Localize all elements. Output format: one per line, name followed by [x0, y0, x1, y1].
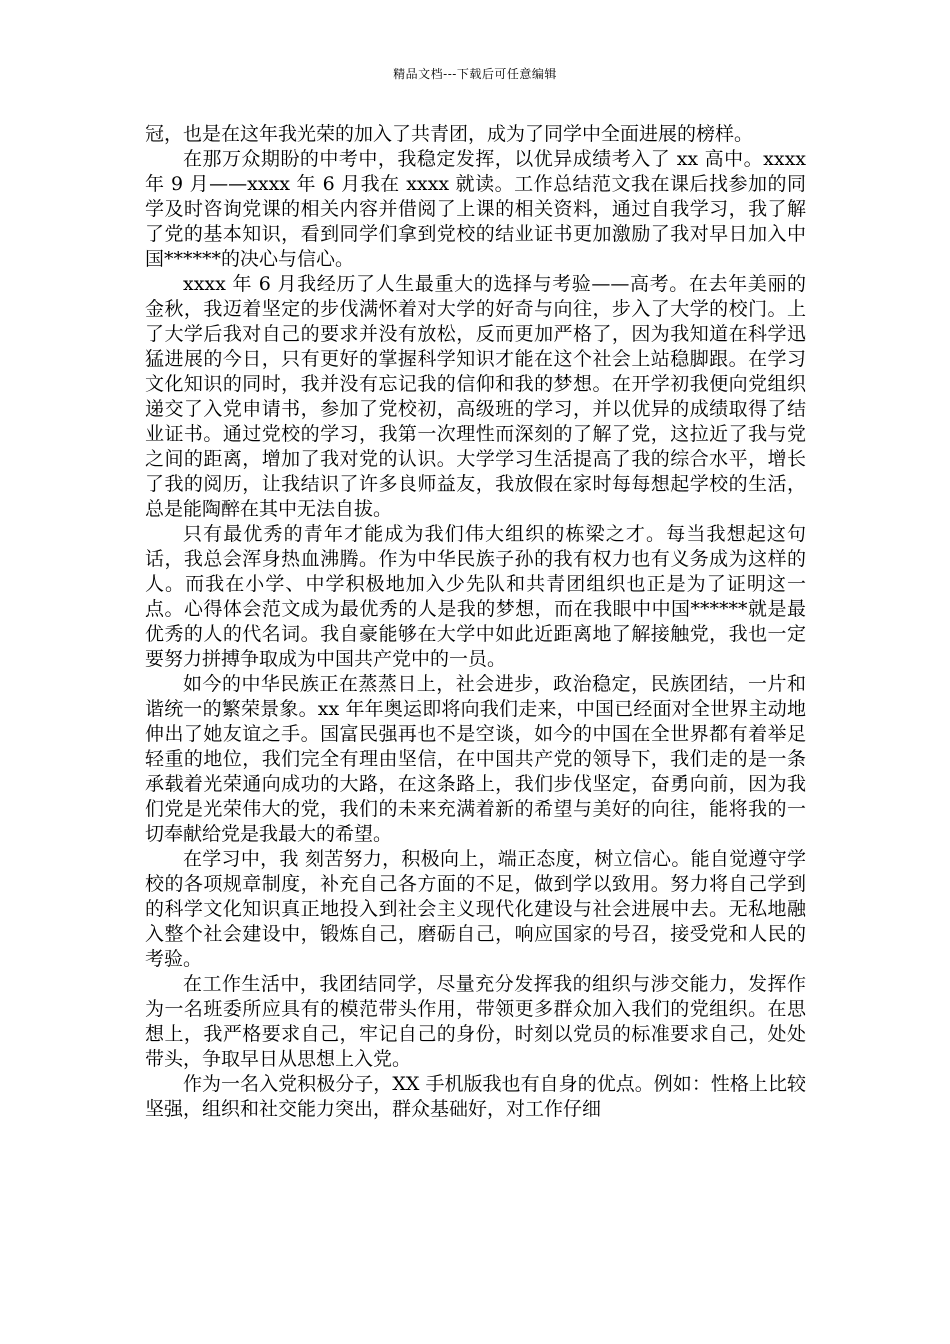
- paragraph-work-life: 在工作生活中，我团结同学，尽量充分发挥我的组织与涉交能力，发挥作为一名班委所应具有的模范带头作用，带领更多群众加入我们的党组织。在思想上，我严格要求自己，牢记自己的身份，时刻以党员的标准要求自己，处处带头，争取早日从思想上入党。: [145, 973, 806, 1070]
- paragraph-study: 在学习中，我 刻苦努力，积极向上，端正态度，树立信心。能自觉遵守学校的各项规章制度，补充自己各方面的不足，做到学以致用。努力将自己学到的科学文化知识真正地投入到社会主义现代化建设与社会进展中去。无私地融入整个社会建设中，锻炼自己，磨砺自己，响应国家的号召，接受党和人民的考验。: [145, 848, 806, 970]
- paragraph-nation: 如今的中华民族正在蒸蒸日上，社会进步，政治稳定，民族团结，一片和谐统一的繁荣景象。xx 年年奥运即将向我们走来，中国已经面对全世界主动地伸出了她友谊之手。国富民强再也不是空谈，如今的中国在全世界都有着举足轻重的地位，我们完全有理由坚信，在中国共产党的领导下，我们走的是一条承载着光荣通向成功的大路，在这条路上，我们步伐坚定，奋勇向前，因为我们党是光荣伟大的党，我们的未来充满着新的希望与美好的向往，能将我的一切奉献给党是我最大的希望。: [145, 673, 806, 845]
- page-header: 精品文档---下载后可任意编辑: [393, 67, 557, 81]
- paragraph-high-school: 在那万众期盼的中考中，我稳定发挥，以优异成绩考入了 xx 高中。xxxx 年 9 月——xxxx 年 6 月我在 xxxx 就读。工作总结范文我在课后找参加的同学及时咨询党课的相关内容并借阅了上课的相关资料，通过自我学习，我了解了党的基本知识，看到同学们拿到党校的结业证书更加激励了我对早日加入中国******的决心与信心。: [145, 148, 806, 270]
- paragraph-strengths: 作为一名入党积极分子，XX 手机版我也有自身的优点。例如：性格上比较坚强，组织和社交能力突出，群众基础好，对工作仔细: [145, 1073, 806, 1120]
- paragraph-college-entrance: xxxx 年 6 月我经历了人生最重大的选择与考验——高考。在去年美丽的金秋，我迈着坚定的步伐满怀着对大学的好奇与向往，步入了大学的校门。上了大学后我对自己的要求并没有放松，反而更加严格了，因为我知道在科学迅猛进展的今日，只有更好的掌握科学知识才能在这个社会上站稳脚跟。在学习文化知识的同时，我并没有忘记我的信仰和我的梦想。在开学初我便向党组织递交了入党申请书，参加了党校初，高级班的学习，并以优异的成绩取得了结业证书。通过党校的学习，我第一次理性而深刻的了解了党，这拉近了我与党之间的距离，增加了我对党的认识。大学学习生活提高了我的综合水平，增长了我的阅历，让我结识了许多良师益友，我放假在家时每每想起学校的生活，总是能陶醉在其中无法自拔。: [145, 273, 806, 520]
- paragraph-aspiration: 只有最优秀的青年才能成为我们伟大组织的栋梁之才。每当我想起这句话，我总会浑身热血沸腾。作为中华民族子孙的我有权力也有义务成为这样的人。而我在小学、中学积极地加入少先队和共青团组织也正是为了证明这一点。心得体会范文成为最优秀的人是我的梦想，而在我眼中中国******就是最优秀的人的代名词。我自豪能够在大学中如此近距离地了解接触党，我也一定要努力拼搏争取成为中国共产党中的一员。: [145, 523, 806, 670]
- paragraph-continuation: 冠，也是在这年我光荣的加入了共青团，成为了同学中全面进展的榜样。: [145, 123, 754, 145]
- document-body: [145, 122, 806, 1122]
